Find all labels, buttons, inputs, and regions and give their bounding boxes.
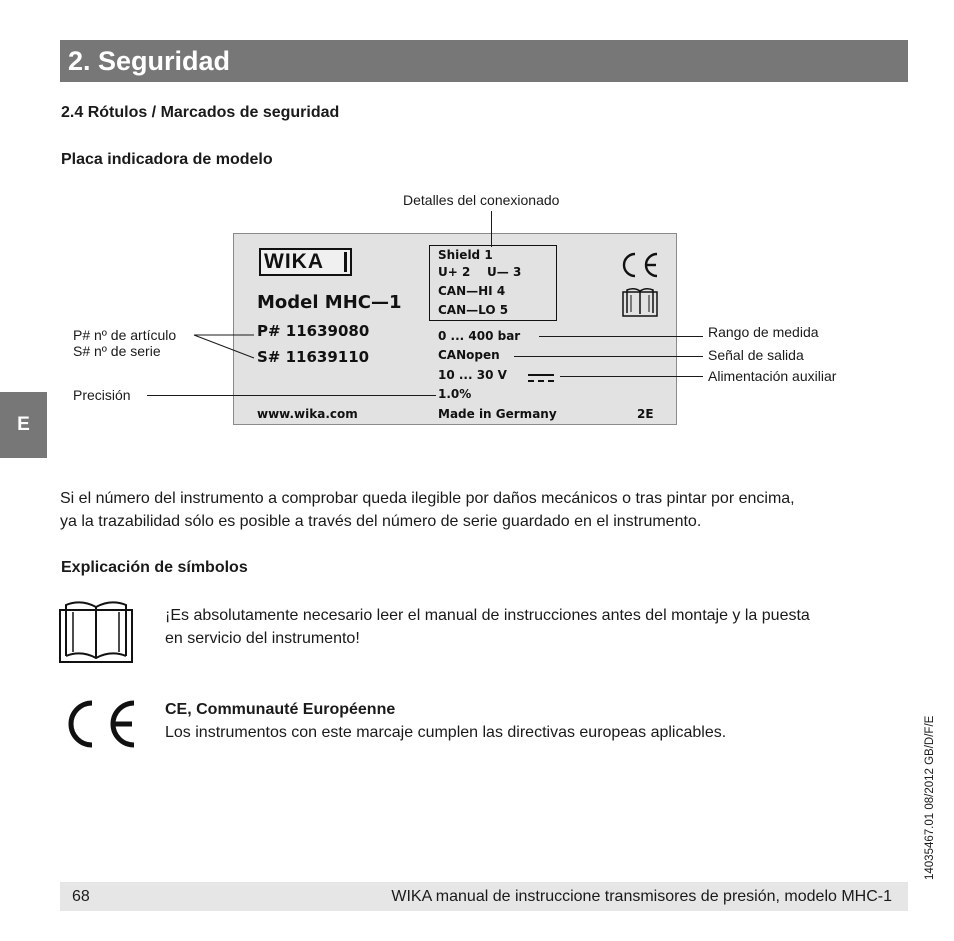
supply-value: 10 ... 30 V bbox=[438, 368, 507, 382]
plate-code: 2E bbox=[637, 407, 654, 421]
ce-description: Los instrumentos con este marcaje cumplen las directivas europeas aplicables. bbox=[165, 724, 727, 741]
page-footer bbox=[60, 882, 908, 911]
ce-mark-icon bbox=[58, 698, 138, 750]
symbols-heading: Explicación de símbolos bbox=[61, 559, 248, 576]
manual-book-icon bbox=[58, 600, 134, 664]
range-value: 0 ... 400 bar bbox=[438, 329, 521, 343]
leader-line bbox=[514, 356, 703, 357]
callout-aux-power: Alimentación auxiliar bbox=[708, 368, 837, 384]
callout-precision: Precisión bbox=[73, 387, 131, 403]
website: www.wika.com bbox=[257, 407, 358, 421]
wiring-line-2: U+ 2 U— 3 bbox=[438, 265, 522, 279]
manual-symbol-text bbox=[165, 604, 915, 650]
nameplate-heading: Placa indicadora de modelo bbox=[61, 151, 273, 168]
section-title: 2. Seguridad bbox=[60, 40, 908, 82]
language-tab-label: E bbox=[17, 414, 30, 435]
language-tab bbox=[0, 392, 47, 458]
leader-line bbox=[491, 211, 492, 247]
wiring-line-1: Shield 1 bbox=[438, 248, 493, 262]
callout-measuring-range: Rango de medida bbox=[708, 324, 819, 340]
plate-manual-icon bbox=[622, 287, 658, 317]
paragraph-line: Si el número del instrumento a comprobar queda ilegible por daños mecánicos o tras pintar por encima, bbox=[60, 490, 795, 507]
wika-logo: WIKA bbox=[259, 248, 352, 276]
plate-ce-icon bbox=[617, 250, 661, 280]
leader-line bbox=[560, 376, 703, 377]
page-number: 68 bbox=[72, 888, 90, 905]
manual-text-line: en servicio del instrumento! bbox=[165, 630, 360, 647]
ce-symbol-text bbox=[165, 698, 915, 744]
leader-line bbox=[539, 336, 703, 337]
subsection-title: 2.4 Rótulos / Marcados de seguridad bbox=[61, 104, 340, 121]
document-code: 14035467.01 08/2012 GB/D/F/E bbox=[924, 715, 936, 880]
callout-article-number: P# nº de artículo bbox=[73, 327, 177, 343]
callout-output-signal: Señal de salida bbox=[708, 347, 804, 363]
wiring-line-4: CAN—LO 5 bbox=[438, 303, 509, 317]
made-in: Made in Germany bbox=[438, 407, 557, 421]
ce-title: CE, Communauté Européenne bbox=[165, 701, 396, 718]
signal-value: CANopen bbox=[438, 348, 500, 362]
callout-serial-number: S# nº de serie bbox=[73, 343, 161, 359]
model-label: Model MHC—1 bbox=[257, 292, 402, 313]
callout-connection-details: Detalles del conexionado bbox=[403, 192, 560, 208]
dc-symbol-icon bbox=[527, 372, 555, 384]
leader-line bbox=[147, 395, 436, 396]
paragraph-line: ya la trazabilidad sólo es posible a través del número de serie guardado en el instrumento. bbox=[60, 513, 702, 530]
leader-lines-left bbox=[190, 325, 260, 365]
manual-text-line: ¡Es absolutamente necesario leer el manual de instrucciones antes del montaje y la puesta bbox=[165, 607, 810, 624]
part-number: P# 11639080 bbox=[257, 322, 370, 340]
serial-number: S# 11639110 bbox=[257, 348, 370, 366]
footer-title: WIKA manual de instruccione transmisores de presión, modelo MHC-1 bbox=[391, 888, 892, 905]
traceability-paragraph bbox=[60, 487, 920, 533]
accuracy-value: 1.0% bbox=[438, 387, 472, 401]
wiring-line-3: CAN—HI 4 bbox=[438, 284, 506, 298]
